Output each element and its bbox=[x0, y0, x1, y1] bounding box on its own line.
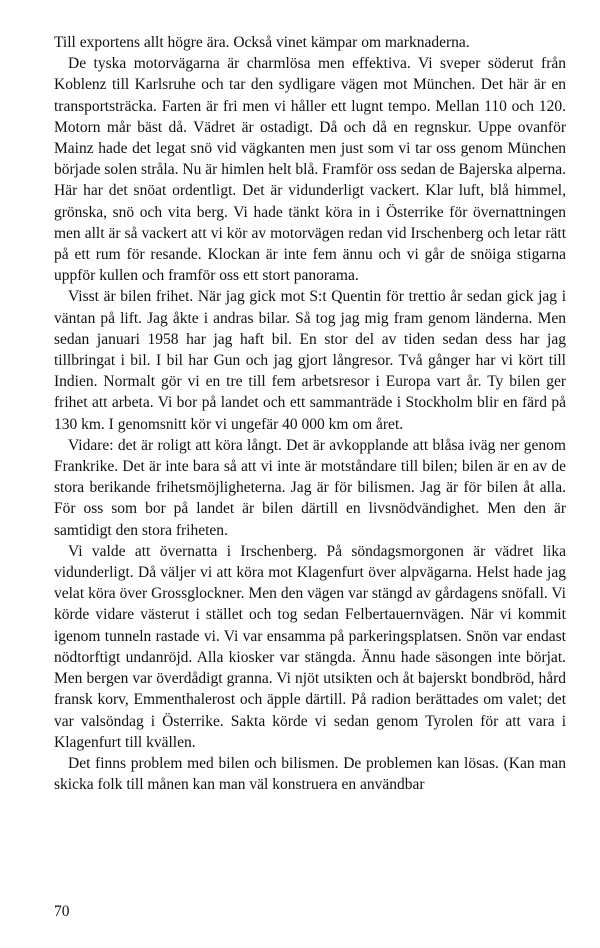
paragraph-5: Vi valde att övernatta i Irschenberg. På söndagsmorgonen är vädret lika vidunderligt. Då väljer vi att köra mot Klagenfurt över alpvägarna. Helst hade jag velat köra över Grossglockner. Men den vägen var stängd av gårdagens snöfall. Vi körde vidare västerut i stället och tog sedan Felbertauernvägen. När vi kommit igenom tunneln rastade vi. Vi var ensamma på parkeringsplatsen. Snön var endast nödtorftigt undanröjd. Alla kiosker var stängda. Ännu hade säsongen inte börjat. Men bergen var överdådigt granna. Vi njöt utsikten och åt bajerskt bondbröd, hård fransk korv, Emmenthalerost och äpple därtill. På radion berättades om valet; det var valsöndag i Österrike. Sakta körde vi sedan genom Tyrolen för att vara i Klagenfurt till kvällen. bbox=[54, 542, 566, 751]
paragraph-3: Visst är bilen frihet. När jag gick mot S:t Quentin för trettio år sedan gick jag i väntan på lift. Jag åkte i andras bilar. Så tog jag mig fram genom länderna. Men sedan januari 1958 har jag haft bil. En stor del av tiden sedan dess har jag tillbringat i bil. I bil har Gun och jag gjort långresor. Två gånger har vi kört till Indien. Normalt gör vi en tre till fem arbetsresor i Europa vart år. Ty bilen ger frihet att arbeta. Vi bor på landet och ett sammanträde i Stockholm blir en färd på 130 km. I genomsnitt kör vi ungefär 40 000 km om året. bbox=[54, 288, 566, 433]
paragraph-6: Det finns problem med bilen och bilismen. De problemen kan lösas. (Kan man skicka folk till månen kan man väl konstruera en användbar bbox=[54, 754, 566, 794]
page-body bbox=[54, 32, 566, 795]
paragraph-4: Vidare: det är roligt att köra långt. Det är avkopplande att blåsa iväg ner genom Frankrike. Det är inte bara så att vi inte är motståndare till bilen; bilen är en av de stora berikande frihetsmöjligheterna. Jag är för bilismen. Jag är för bilen åt alla. För oss som bor på landet är bilen därtill en livsnödvändighet. Men den är samtidigt den stora friheten. bbox=[54, 436, 566, 539]
page-number: 70 bbox=[54, 903, 70, 920]
paragraph-1: Till exportens allt högre ära. Också vinet kämpar om marknaderna. bbox=[54, 34, 470, 51]
paragraph-2: De tyska motorvägarna är charmlösa men effektiva. Vi sveper söderut från Koblenz till Karlsruhe och tar den sydligare vägen mot München. Det här är en transportsträcka. Farten är fri men vi håller ett lugnt tempo. Mellan 110 och 120. Motorn mår bäst då. Vädret är ostadigt. Då och då en regnskur. Uppe ovanför Mainz hade det legat snö vid vägkanten men just som vi tar oss genom München började solen stråla. Nu är himlen helt blå. Framför oss sedan de Bajerska alperna. Här har det snöat ordentligt. Det är vidunderligt vackert. Klar luft, blå himmel, grönska, snö och vita berg. Vi hade tänkt köra in i Österrike för övernattningen men allt är så vackert att vi kör av motorvägen redan vid Irschenberg och letar rätt på ett rum för resande. Klockan är inte fem ännu och vi går de snöiga stigarna uppför kullen och framför oss ett stort panorama. bbox=[54, 55, 566, 285]
